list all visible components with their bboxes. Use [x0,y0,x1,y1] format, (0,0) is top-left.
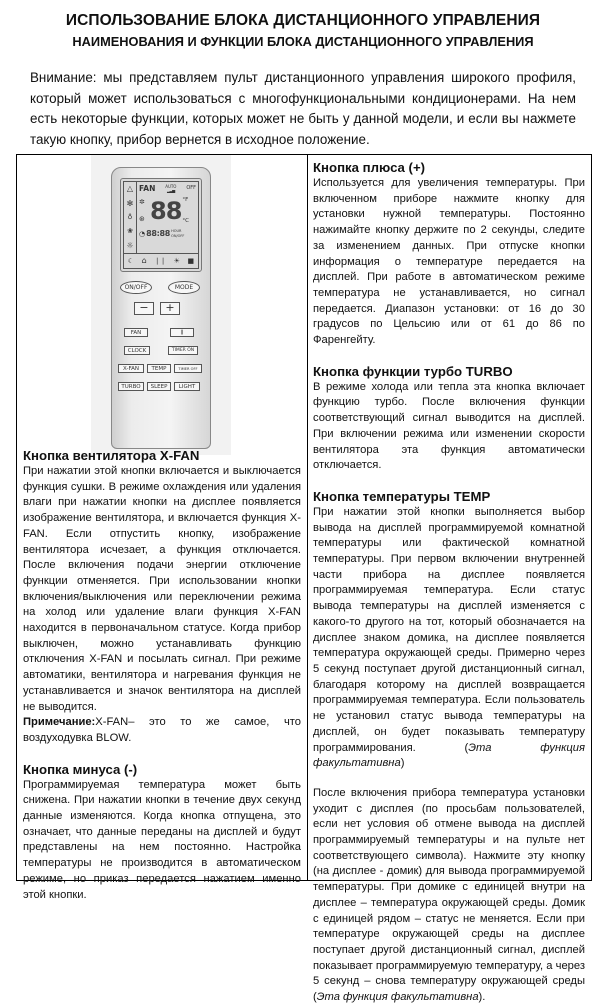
column-divider [307,155,308,880]
plus-body: Используется для увеличения температуры. При включенном приборе нажмите кнопку для установки нужной температуры. Постоянно нажимайте кнопку держите по 2 секунды, следите за изменением данных. При отпуске кнопки информация о температуре передается на дисплей. При работе в автоматическом режиме температура не устанавливается, но сигнал передается. Диапазон установки: от 16 до 30 градусов по Цельсию или от 61 до 86 по Фаренгейту. [313,177,585,347]
heat-mode-icon: ☼ [126,240,134,250]
turbo-body: В режиме холода или тепла эта кнопка включает функцию турбо. После включения функции соответствующий сигнал выводится на дисплей. При включении режима или изменении скорости вентилятора эта функция автоматически отключается. [313,380,585,472]
fan-mode-icon: ❀ [127,227,133,236]
temp-body-2-text: После включения прибора температура установки уходит с дисплея (по просьбам пользователей, если нет условия об отмене вывода на дисплей программируемый температуры и на пульте нет соответствующего символа). Нажмите эту кнопку (на дисплее - домик) для вывода программируемой температуры. При домике с единицей внутри на дисплее – температура окружающей среды. Домик с единицей рядом – статус не меняется. Если при температуре окружающей среды на дисплее поступает другой дистанционный сигнал, дисплей показывает программируемую температуру, а через 5 секунд – снова температуру окружающей среды ( [313,786,585,1004]
temp-button[interactable]: TEMP [147,364,171,373]
minus-button[interactable]: − [134,302,154,315]
lcd-status-icons [124,253,198,268]
temp-body-2-end: ). [478,991,486,1004]
note-label: Примечание: [23,716,96,729]
lcd-temperature-digits: 88 [150,197,182,225]
sleep-icon: ☾ [127,256,135,265]
intro-paragraph: Внимание: мы представляем пульт дистанционного управления широкого профиля, который может использоваться с многофункциональными кондиционерами. На нем есть некоторые функции, которых может не быть у данной модели, и если вы нажмете такую кнопку, прибор вернется в исходное положение. [30,70,576,147]
lcd-onoff-label: ON/OFF [171,233,185,238]
lcd-hour-label: HOUR [171,229,182,233]
temp-body-1-end: ) [400,757,405,770]
lcd-mode-icons [124,182,137,253]
right-column [313,159,585,1006]
timer-off-button[interactable]: TIMER OFF [174,364,202,373]
auto-mode-icon: △ [126,184,134,194]
minus-body: Программируемая температура может быть снижена. При нажатии кнопки в течение двух секунд данные изменяются. Когда кнопка отпущена, это означает, что данные переданы на дисплей и будут представлены на нем постоянно. Настройка температуры не производится в автоматическом режиме, но приказ передается нажатием именно этой кнопки. [23,778,301,901]
lcd-celsius: °C [182,217,189,224]
on-off-button[interactable]: ON/OFF [120,281,152,294]
turbo-button[interactable]: TURBO [118,382,144,391]
xfan-note [23,715,301,746]
swing-icon: ✲ [139,198,145,206]
lcd-auto-label: AUTO [165,183,177,189]
lcd-off-label: OFF [186,185,196,191]
xfan-section [23,447,301,903]
dry-mode-icon: ♁ [127,213,133,222]
light-icon: ☀ [173,256,180,265]
temp-body-2 [313,786,585,1006]
temp-body-1-italic: Эта функция факультативна [313,741,585,770]
temp-body-1-text: При нажатии этой кнопки выполняется выбор вывода на дисплей программируемой комнатной температуры или фактической комнатной температуры. При первом включении внутренней части прибора на дисплее появляется программируемая температура. Если статус вывода температуры на дисплей изменяется с какого-то другого на тот, который обозначается на дисплее знаком домика, на дисплее появляется температура окружающей среды. Примерно через 5 секунд поступает другой дистанционный сигнал, благодаря которому на дисплей возвращается программируемая температура. Если пользователь не установил статус вывода температуры на дисплей, он будет показывать температуру программирования. ( [313,505,585,754]
clock-button[interactable]: CLOCK [124,346,150,355]
swing-button[interactable]: ⫼ [170,328,194,337]
turbo-heading: Кнопка функции турбо TURBO [313,363,513,379]
lcd-fan-label: FAN [139,183,156,193]
signal-icon: ❘❘ [154,256,167,265]
mode-button[interactable]: MODE [168,281,200,294]
note-text: X-FAN– это то же самое, что воздуходувка BLOW. [23,716,301,744]
fan-button[interactable]: FAN [124,328,148,337]
timer-on-button[interactable]: TIMER ON [168,346,198,355]
remote-control-body [111,167,211,449]
sleep-button[interactable]: SLEEP [147,382,171,391]
light-button[interactable]: LIGHT [174,382,200,391]
home-temp-icon: ⌂ [141,256,147,265]
x-fan-button[interactable]: X-FAN [118,364,144,373]
minus-heading: Кнопка минуса (-) [23,761,138,777]
turbo-icon: ⊛ [139,215,145,223]
remote-lcd-display [120,178,202,272]
cool-mode-icon: ✻ [126,198,134,208]
page-subtitle: НАИМЕНОВАНИЯ И ФУНКЦИИ БЛОКА ДИСТАНЦИОННОГО УПРАВЛЕНИЯ [72,34,534,49]
temp-body-1 [313,505,585,772]
page-title: ИСПОЛЬЗОВАНИЕ БЛОКА ДИСТАНЦИОННОГО УПРАВЛЕНИЯ [65,12,541,29]
lock-icon: ■ [187,256,195,265]
fan-speed-bars-icon: ▂▃▅ [166,187,175,193]
temp-heading: Кнопка температуры TEMP [313,488,491,504]
plus-heading: Кнопка плюса (+) [313,160,426,175]
xfan-heading: Кнопка вентилятора X-FAN [23,448,200,463]
plus-button[interactable]: + [160,302,180,315]
lcd-fahrenheit: °F [182,197,189,203]
clock-icon: ◔ [139,229,146,238]
remote-control-image [91,155,231,455]
functions-table [16,154,592,1004]
temp-body-2-italic: Эта функция факультативна [316,991,479,1004]
xfan-body: При нажатии этой кнопки включается и выключается функция сушки. В режиме охлаждения или удаления влаги при нажатии кнопки на дисплее появляется изображение вентилятора, и включается функция X-FAN. Если отпустить кнопку, изображение вентилятора исчезает, а функция отключается. После включения подачи энергии отключение функции отменяется. При использовании кнопки включения/выключения или переключении режима на холод или удаление влаги функция X-FAN находится в первоначальном статусе. Когда прибор выключен, можно устанавливать функцию отключения X-FAN и посылать сигнал. При режиме автоматики, вентилятора и нагревания функция не устанавливается и значок вентилятора на дисплей не выводится. [23,465,301,713]
lcd-clock-digits: 88:88 [146,229,171,238]
